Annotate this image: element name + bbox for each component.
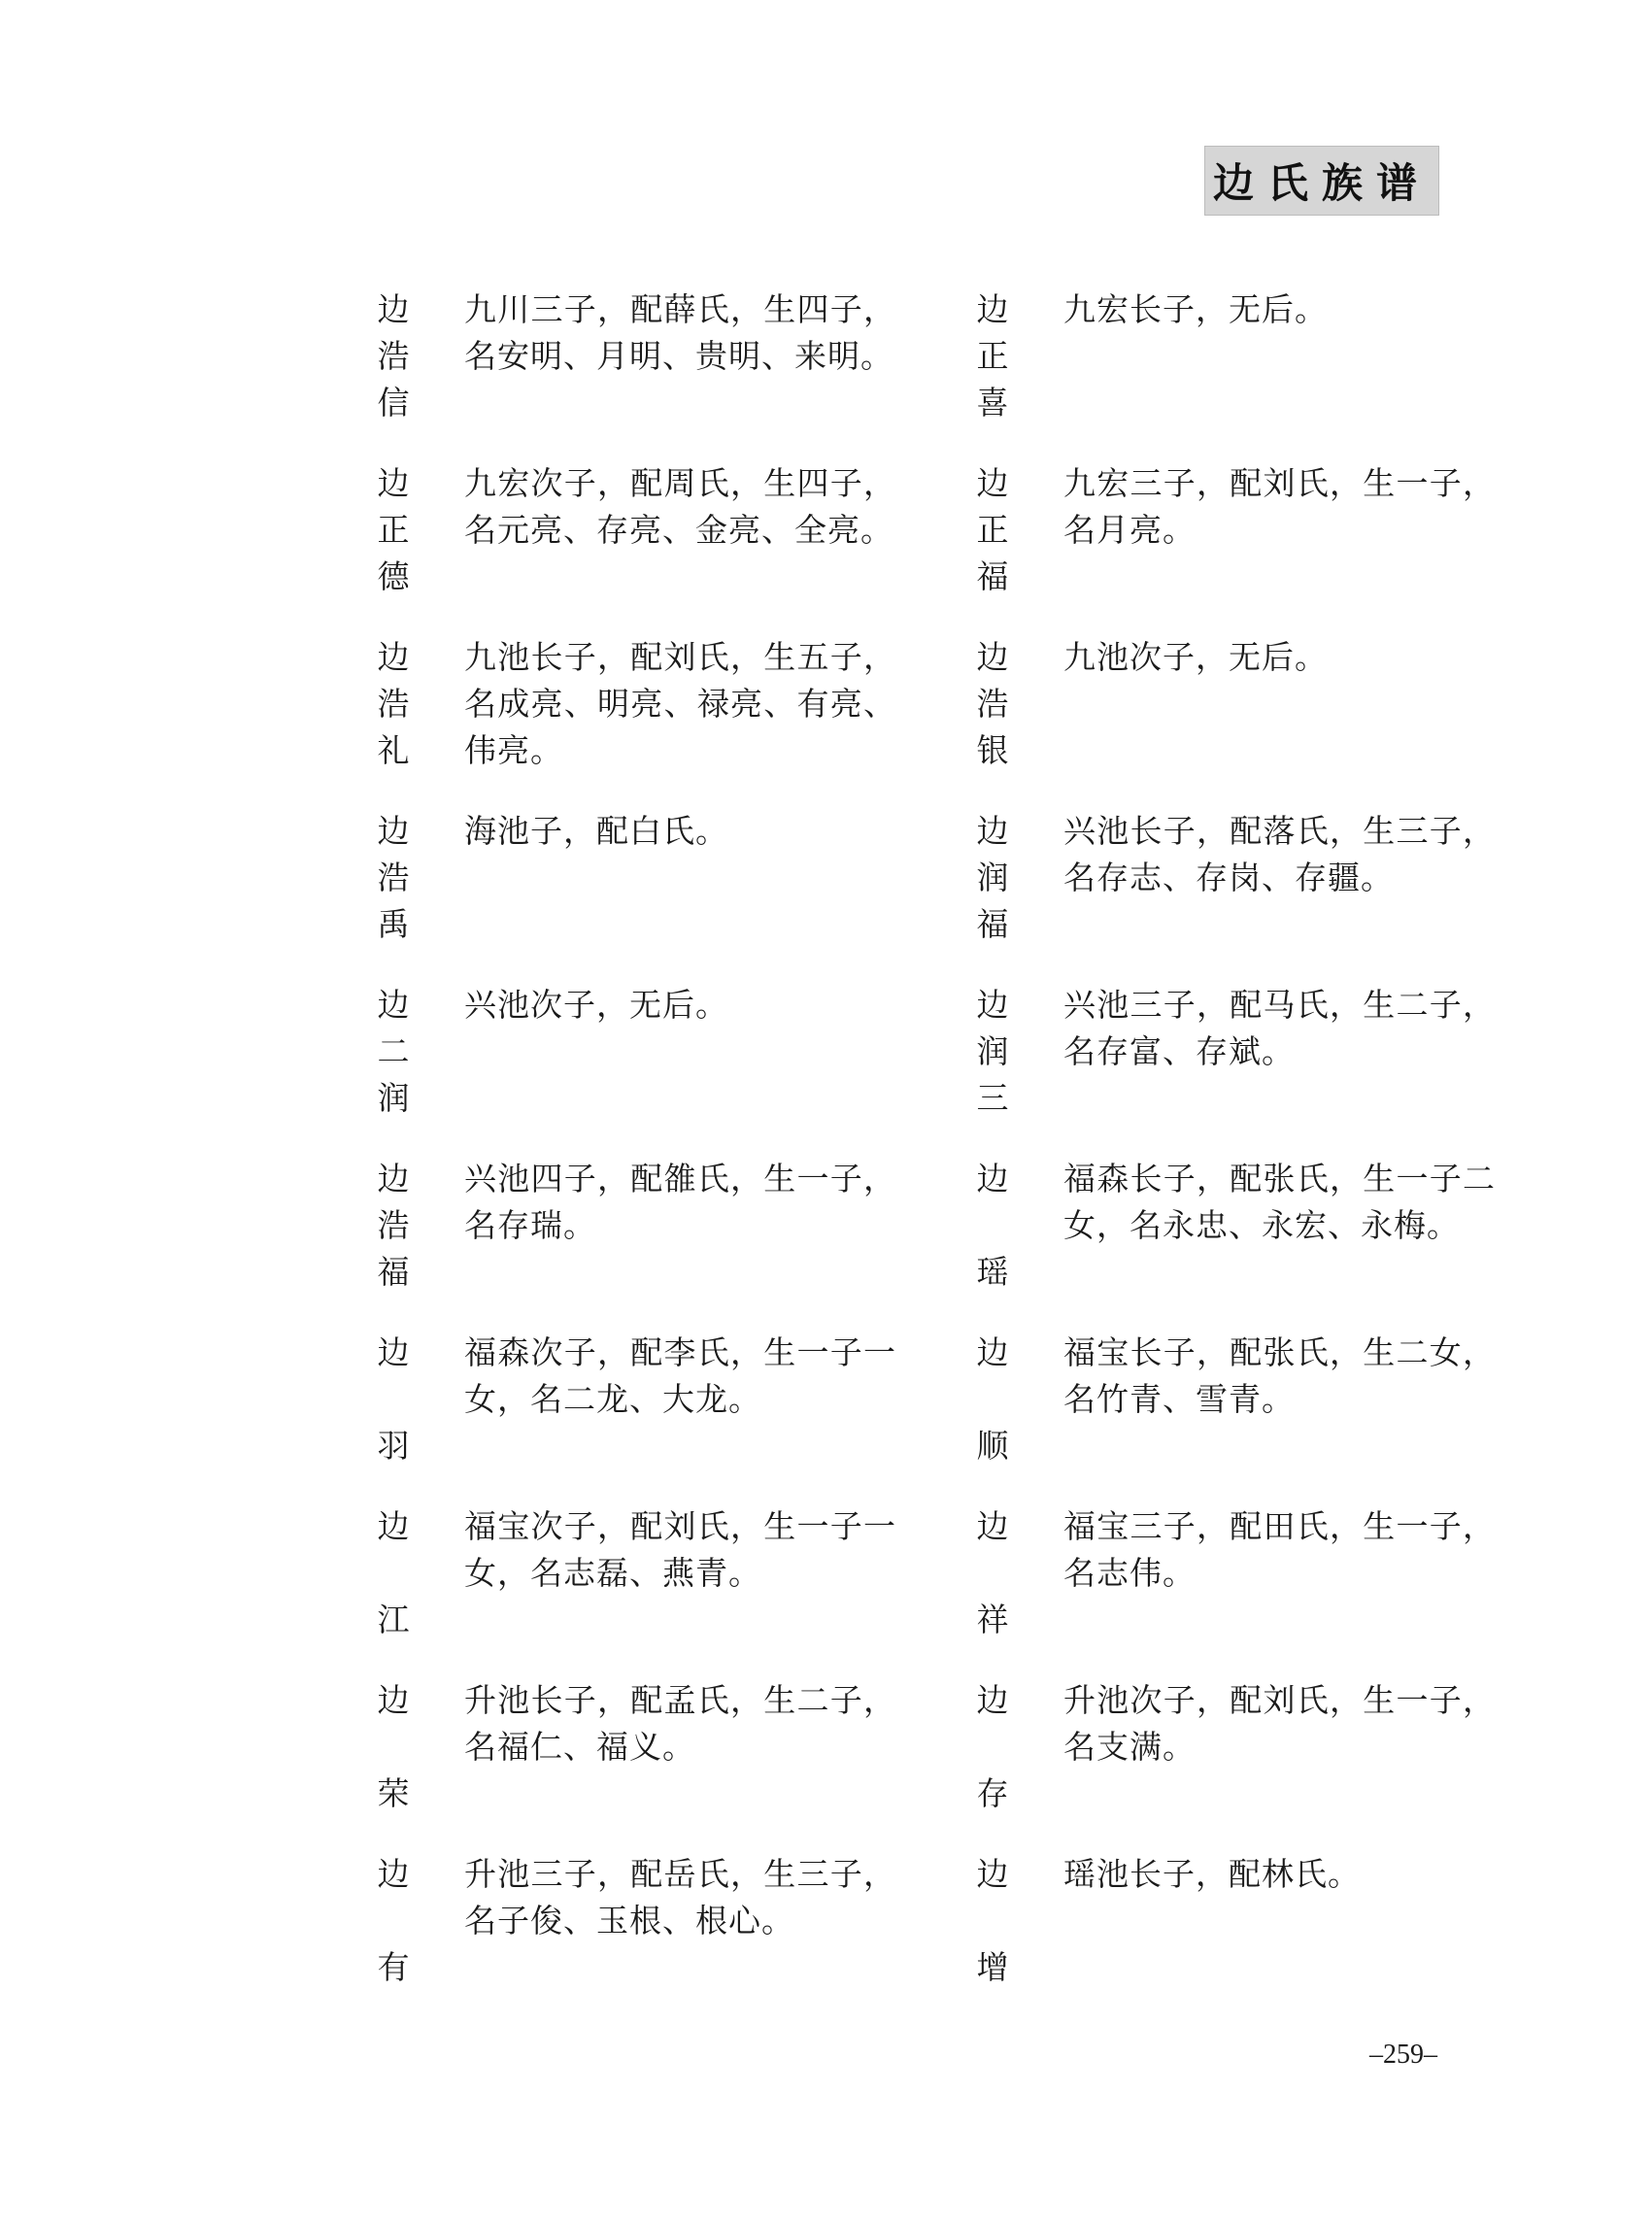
person-description: 福宝长子，配张氏，生二女，名竹青、雪青。 (1063, 1333, 1496, 1418)
genealogy-entry (372, 1330, 916, 1495)
name-character: 边 (377, 638, 410, 676)
name-character: 正 (976, 337, 1009, 375)
person-description: 兴池四子，配雒氏，生一子，名存瑞。 (464, 1160, 896, 1244)
name-character: 存 (976, 1774, 1009, 1812)
name-character: 二 (377, 1032, 410, 1070)
name-character (372, 1550, 415, 1597)
genealogy-entry (372, 287, 916, 452)
person-description: 瑶池长子，配林氏。 (1063, 1855, 1361, 1893)
person-description: 福森长子，配张氏，生一子二女，名永忠、永宏、永梅。 (1063, 1160, 1496, 1244)
person-name (971, 808, 1014, 948)
person-name (971, 287, 1014, 426)
name-character (971, 1376, 1014, 1423)
name-character: 边 (377, 986, 410, 1024)
name-character: 边 (976, 986, 1009, 1024)
person-name (971, 1156, 1014, 1296)
genealogy-entry (971, 460, 1515, 625)
genealogy-entry (372, 808, 916, 973)
name-character: 德 (377, 557, 410, 595)
person-name (372, 460, 415, 600)
name-character: 边 (976, 464, 1009, 502)
genealogy-entry (971, 1851, 1515, 2016)
name-character: 增 (976, 1948, 1009, 1986)
name-character: 润 (976, 1032, 1009, 1070)
person-description: 兴池次子，无后。 (464, 986, 728, 1024)
name-character: 羽 (377, 1427, 410, 1465)
genealogy-entry (372, 1677, 916, 1842)
name-character: 三 (976, 1079, 1009, 1117)
person-description: 福宝次子，配刘氏，生一子一女，名志磊、燕青。 (464, 1507, 896, 1592)
name-character (971, 1550, 1014, 1597)
name-character: 福 (976, 905, 1009, 943)
genealogy-entry (971, 1156, 1515, 1321)
person-name (372, 1503, 415, 1643)
name-character: 祥 (976, 1601, 1009, 1638)
name-character: 福 (976, 557, 1009, 595)
name-character: 禹 (377, 905, 410, 943)
name-character (971, 1724, 1014, 1771)
name-character: 边 (377, 1160, 410, 1197)
name-character: 边 (377, 1333, 410, 1371)
person-name (372, 287, 415, 426)
person-name (372, 982, 415, 1122)
name-character (372, 1376, 415, 1423)
person-name (971, 1503, 1014, 1643)
person-name (971, 460, 1014, 600)
person-description: 福森次子，配李氏，生一子一女，名二龙、大龙。 (464, 1333, 896, 1418)
name-character: 润 (976, 859, 1009, 896)
name-character: 边 (377, 812, 410, 850)
genealogy-entry (971, 1503, 1515, 1669)
person-description: 九池次子，无后。 (1063, 638, 1328, 676)
name-character (372, 1724, 415, 1771)
name-character: 边 (976, 812, 1009, 850)
name-character: 边 (976, 1333, 1009, 1371)
page-number: –259– (1369, 2040, 1437, 2070)
name-character: 浩 (377, 337, 410, 375)
person-description: 九宏三子，配刘氏，生一子，名月亮。 (1063, 464, 1496, 549)
genealogy-entry (372, 1851, 916, 2016)
name-character: 荣 (377, 1774, 410, 1812)
name-character: 正 (976, 511, 1009, 549)
person-name (971, 1677, 1014, 1817)
person-name (372, 1156, 415, 1296)
name-character: 边 (976, 1855, 1009, 1893)
genealogy-entry (372, 1156, 916, 1321)
name-character: 边 (976, 1160, 1009, 1197)
name-character: 礼 (377, 731, 410, 769)
person-name (372, 1677, 415, 1817)
name-character: 福 (377, 1253, 410, 1291)
person-description: 福宝三子，配田氏，生一子，名志伟。 (1063, 1507, 1496, 1592)
header-title-box (1204, 146, 1439, 216)
genealogy-entry (971, 808, 1515, 973)
genealogy-entry (372, 1503, 916, 1669)
name-character: 浩 (377, 685, 410, 723)
person-description: 九宏长子，无后。 (1063, 290, 1328, 328)
person-description: 兴池三子，配马氏，生二子，名存富、存斌。 (1063, 986, 1496, 1070)
genealogy-entry (971, 1330, 1515, 1495)
person-name (971, 1851, 1014, 1991)
person-description: 海池子，配白氏。 (464, 812, 728, 850)
genealogy-entry (971, 982, 1515, 1147)
name-character: 有 (377, 1948, 410, 1986)
person-description: 九池长子，配刘氏，生五子，名成亮、明亮、禄亮、有亮、伟亮。 (464, 638, 896, 769)
genealogy-entry (971, 1677, 1515, 1842)
name-character: 边 (976, 1507, 1009, 1545)
person-description: 升池长子，配孟氏，生二子，名福仁、福义。 (464, 1681, 896, 1766)
name-character: 浩 (377, 1206, 410, 1244)
person-description: 升池次子，配刘氏，生一子，名支满。 (1063, 1681, 1496, 1766)
name-character: 润 (377, 1079, 410, 1117)
name-character: 边 (976, 290, 1009, 328)
name-character: 正 (377, 511, 410, 549)
genealogy-entry (372, 982, 916, 1147)
name-character: 边 (377, 464, 410, 502)
person-name (971, 982, 1014, 1122)
name-character (971, 1202, 1014, 1249)
name-character: 浩 (377, 859, 410, 896)
name-character: 瑶 (976, 1253, 1009, 1291)
name-character (372, 1898, 415, 1944)
name-character: 喜 (976, 384, 1009, 422)
person-description: 九川三子，配薛氏，生四子，名安明、月明、贵明、来明。 (464, 290, 896, 375)
name-character: 边 (377, 1681, 410, 1719)
header-title: 边氏族谱 (1212, 159, 1431, 207)
name-character: 浩 (976, 685, 1009, 723)
person-description: 兴池长子，配落氏，生三子，名存志、存岗、存疆。 (1063, 812, 1496, 896)
name-character: 边 (976, 638, 1009, 676)
name-character: 边 (377, 1507, 410, 1545)
name-character: 边 (377, 290, 410, 328)
name-character: 顺 (976, 1427, 1009, 1465)
name-character: 边 (976, 1681, 1009, 1719)
person-name (372, 808, 415, 948)
person-name (372, 634, 415, 774)
genealogy-entry (372, 460, 916, 625)
person-name (971, 1330, 1014, 1469)
genealogy-entry (971, 634, 1515, 799)
person-name (372, 1851, 415, 1991)
genealogy-entry (372, 634, 916, 799)
name-character: 边 (377, 1855, 410, 1893)
person-name (372, 1330, 415, 1469)
name-character: 信 (377, 384, 410, 422)
person-description: 升池三子，配岳氏，生三子，名子俊、玉根、根心。 (464, 1855, 896, 1939)
name-character: 银 (976, 731, 1009, 769)
person-name (971, 634, 1014, 774)
genealogy-entry (971, 287, 1515, 452)
person-description: 九宏次子，配周氏，生四子，名元亮、存亮、金亮、全亮。 (464, 464, 896, 549)
name-character (971, 1898, 1014, 1944)
name-character: 江 (377, 1601, 410, 1638)
